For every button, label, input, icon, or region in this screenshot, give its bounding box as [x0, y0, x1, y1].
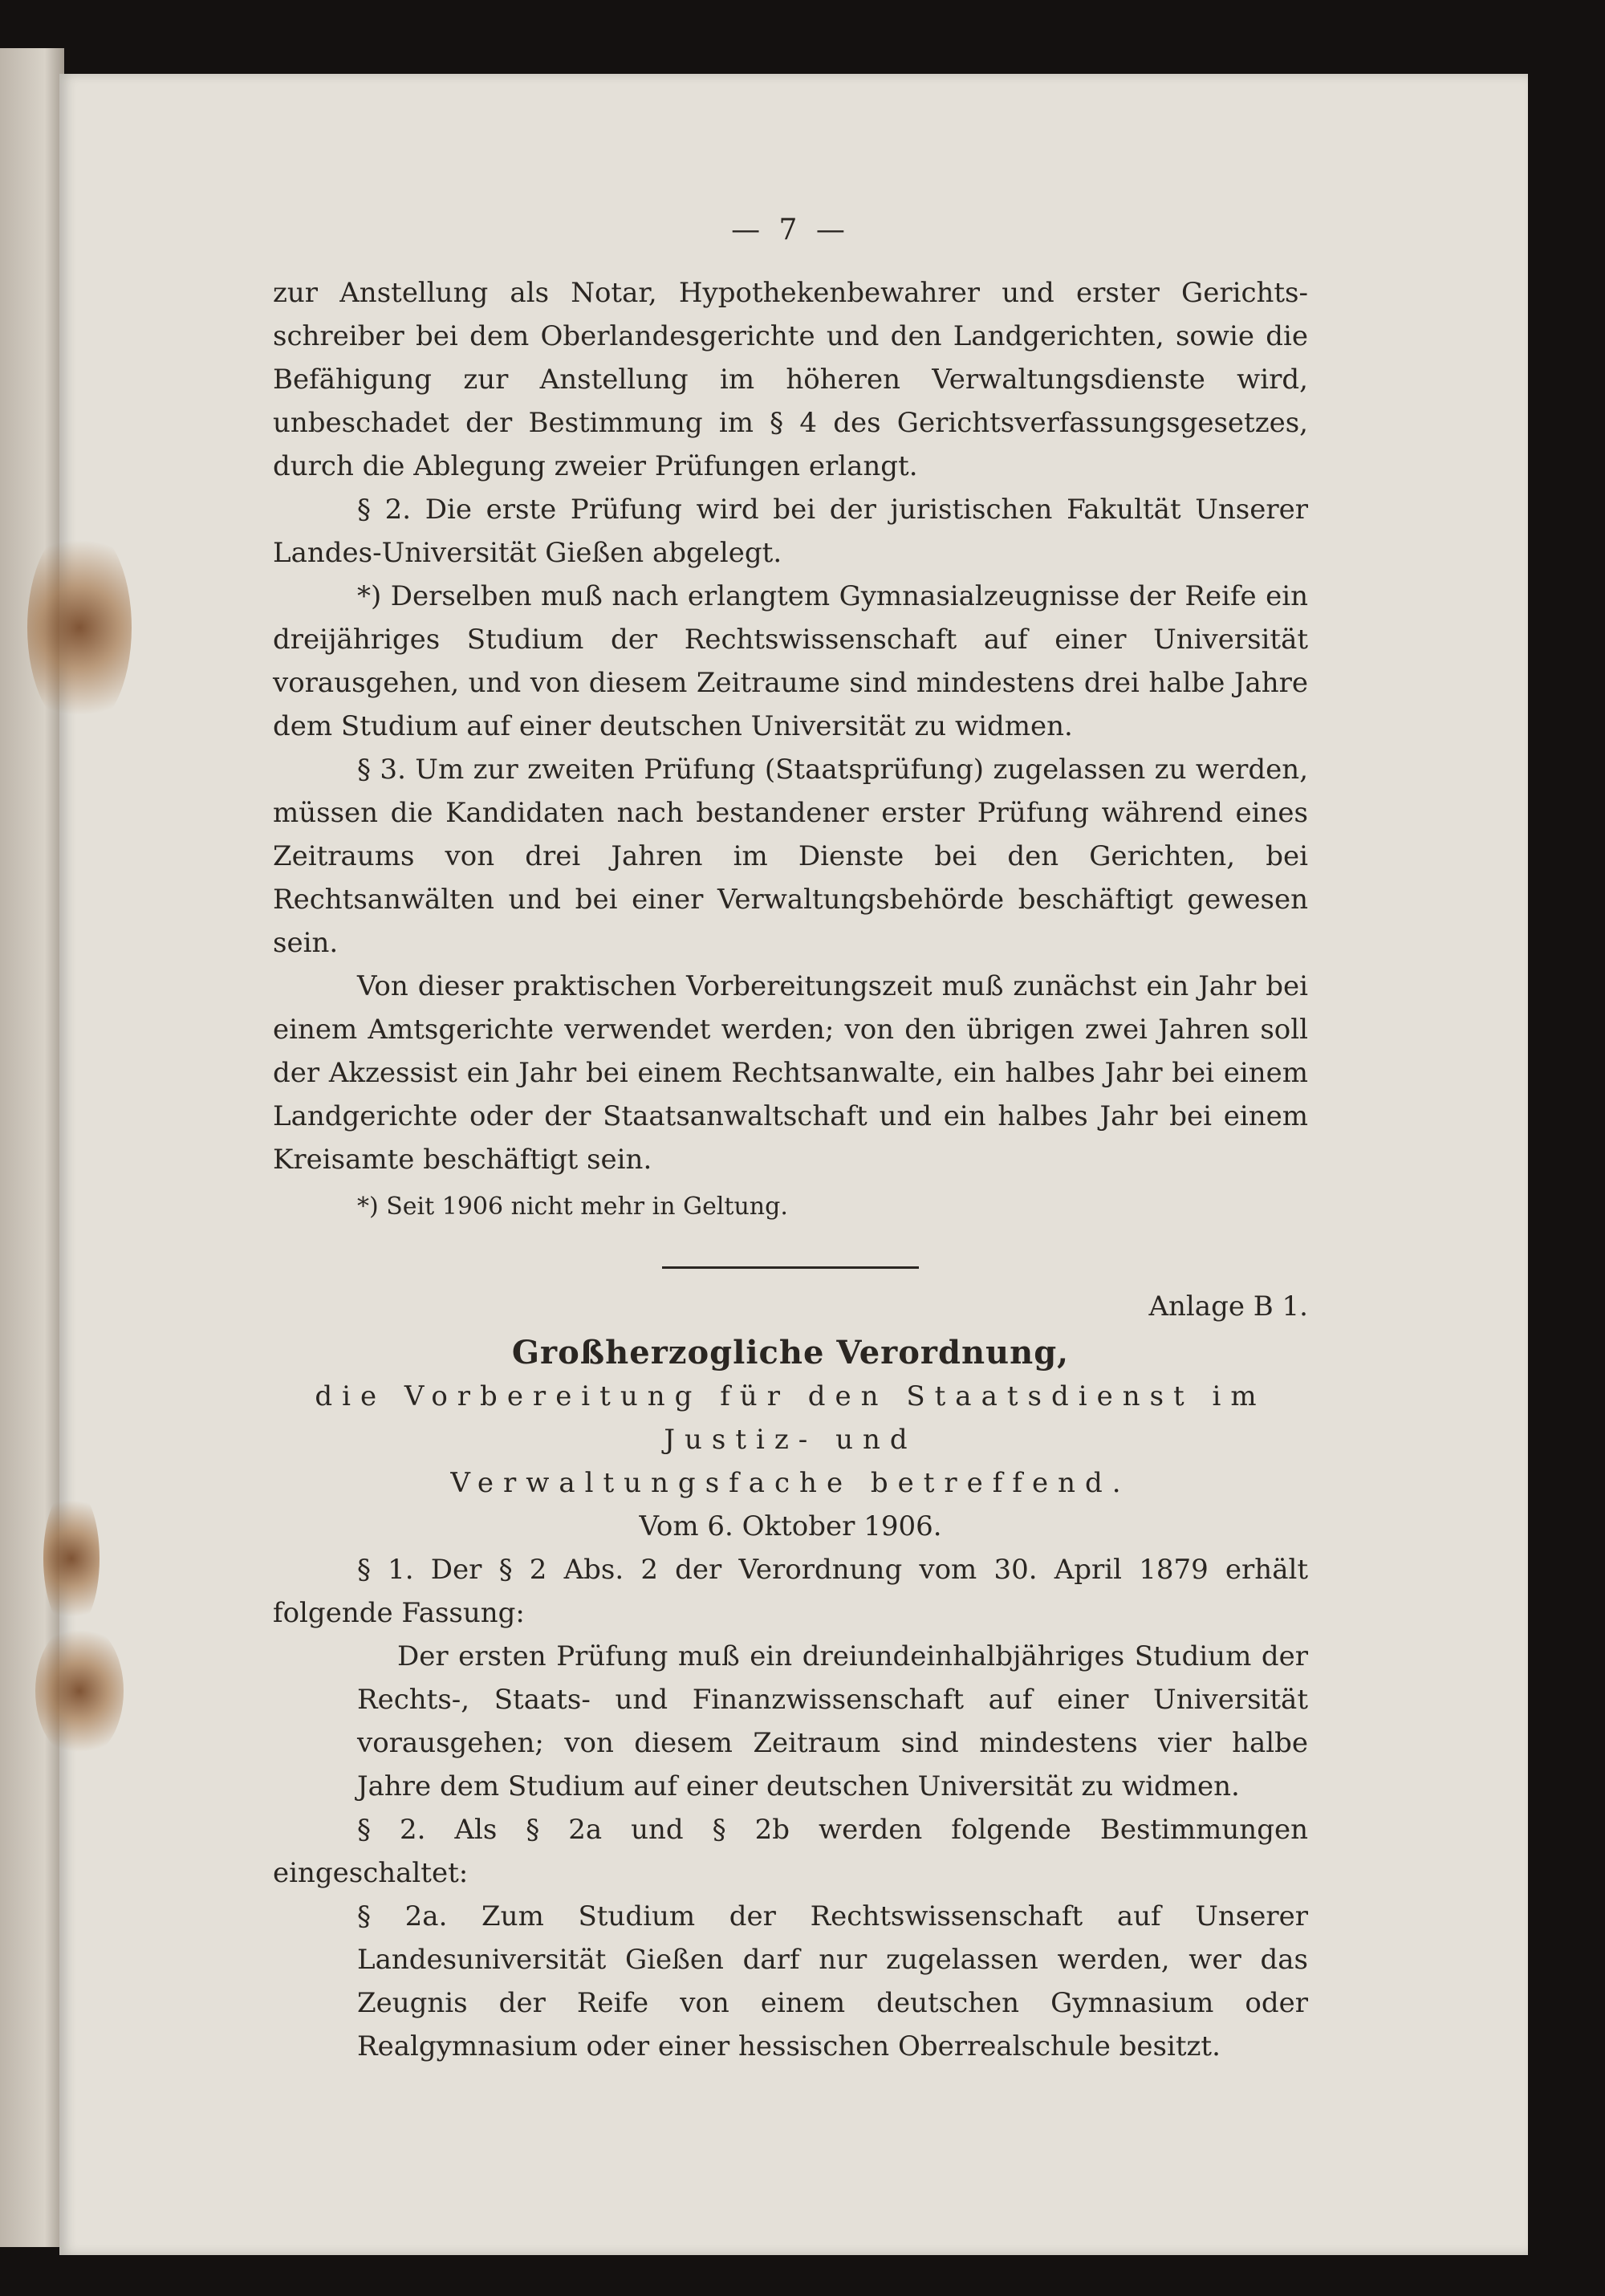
ordinance-section-1: § 1. Der § 2 Abs. 2 der Verordnung vom 30. April 1879 erhält folgende Fassung: — [273, 1554, 1308, 1629]
paragraph-1: zur Anstellung als Notar, Hypothekenbewahrer und erster Gerichts-schreiber bei dem Oberlandesgerichte und den Landgerichten, sowie die Befähigung zur Anstellung im höheren Verwaltungsdienste wird, unbeschadet der Bestimmung im § 4 des Gerichtsverfassungsgesetzes, durch die Ablegung zweier Prüfungen erlangt. — [273, 277, 1308, 482]
page-number: — 7 — — [731, 213, 850, 246]
paragraph-footnoted: *) Derselben muß nach erlangtem Gymnasialzeugnisse der Reife ein dreijähriges Studium der Rechtswissenschaft auf einer Universität vorausgehen, und von diesem Zeitraume sind mindestens drei halbe Jahre dem Studium auf einer deutschen Universität zu widmen. — [273, 580, 1308, 742]
ordinance-section-2a: § 2a. Zum Studium der Rechtswissenschaft auf Unserer Landesuniversität Gießen darf nur zugelassen werden, wer das Zeugnis der Reife von einem deutschen Gymnasium oder Realgymnasium oder einer hessischen Oberrealschule besitzt. — [357, 1900, 1308, 2062]
burn-mark-top — [27, 523, 132, 732]
ordinance-subtitle-2: Verwaltungsfache betreffend. — [450, 1467, 1131, 1499]
burn-mark-bottom — [35, 1623, 124, 1759]
burn-mark-middle — [43, 1486, 100, 1631]
footnote: *) Seit 1906 nicht mehr in Geltung. — [357, 1193, 788, 1221]
ordinance-title: Großherzogliche Verordnung, — [511, 1334, 1070, 1372]
ordinance-date: Vom 6. Oktober 1906. — [639, 1510, 942, 1542]
annex-label: Anlage B 1. — [1148, 1290, 1308, 1323]
left-page-edge — [0, 48, 64, 2247]
section-divider — [662, 1266, 919, 1269]
ordinance-subtitle-1: die Vorbereitung für den Staatsdienst im Justiz- und — [315, 1380, 1266, 1456]
paragraph-section-3: § 3. Um zur zweiten Prüfung (Staatsprüfung) zugelassen zu werden, müssen die Kandidaten nach bestandener erster Prüfung während eines Zeitraums von drei Jahren im Dienste bei den Gerichten, bei Rechtsanwälten und bei einer Verwaltungsbehörde beschäftigt gewesen sein. — [273, 754, 1308, 959]
ordinance-section-2: § 2. Als § 2a und § 2b werden folgende Bestimmungen eingeschaltet: — [273, 1814, 1308, 1889]
ordinance-section-1-quote: Der ersten Prüfung muß ein dreiundeinhalbjähriges Studium der Rechts-, Staats- und Finanzwissenschaft auf einer Universität vorausgehen; von diesem Zeitraum sind mindestens vier halbe Jahre dem Studium auf einer deutschen Universität zu widmen. — [357, 1640, 1308, 1802]
paragraph-section-2: § 2. Die erste Prüfung wird bei der juristischen Fakultät Unserer Landes-Universität Gießen abgelegt. — [273, 494, 1308, 569]
paragraph-practical-preparation: Von dieser praktischen Vorbereitungszeit muß zunächst ein Jahr bei einem Amtsgerichte verwendet werden; von den übrigen zwei Jahren soll der Akzessist ein Jahr bei einem Rechtsanwalte, ein halbes Jahr bei einem Landgerichte oder der Staatsanwaltschaft und ein halbes Jahr bei einem Kreisamte beschäftigt sein. — [273, 970, 1308, 1176]
page-text — [273, 209, 1308, 2068]
